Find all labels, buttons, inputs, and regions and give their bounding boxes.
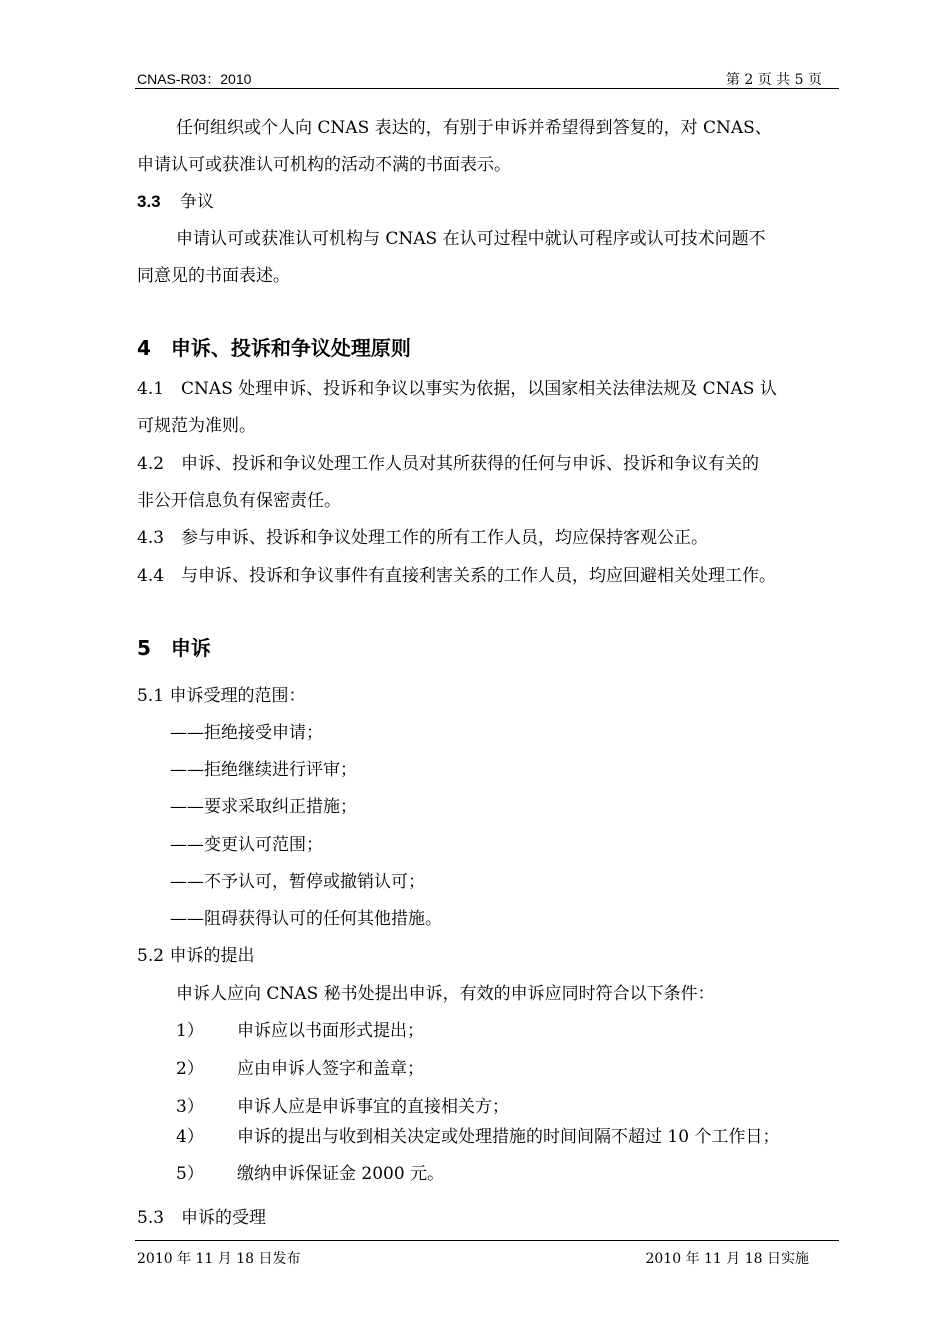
dash-item-5: ——不予认可，暂停或撤销认可； <box>170 872 425 892</box>
item-4-2-line1: 4.2 申诉、投诉和争议处理工作人员对其所获得的任何与申诉、投诉和争议有关的 <box>137 454 760 474</box>
dash-item-2: ——拒绝继续进行评审； <box>170 760 357 780</box>
item-4-1-line2: 可规范为准则。 <box>137 416 256 436</box>
effective-date: 2010 年 11 月 18 日实施 <box>645 1251 809 1267</box>
condition-3-text: 申诉人应是申诉事宜的直接相关方； <box>237 1097 509 1117</box>
page-info: 第 2 页 共 5 页 <box>725 72 822 88</box>
item-4-1-line1: 4.1 CNAS 处理申诉、投诉和争议以事实为依据，以国家相关法律法规及 CNAS 认 <box>137 379 777 399</box>
section-3-3-number: 3.3 <box>137 192 161 211</box>
footer-rule <box>135 1240 839 1241</box>
section-3-3-heading <box>137 191 214 213</box>
doc-code: CNAS-R03：2010 <box>137 71 252 87</box>
condition-1-text: 申诉应以书面形式提出； <box>237 1021 424 1041</box>
para-dispute-def-line2: 同意见的书面表述。 <box>137 266 290 286</box>
condition-5-number: 5） <box>176 1164 204 1184</box>
para-complaint-def-line1: 任何组织或个人向 CNAS 表达的，有别于申诉并希望得到答复的，对 CNAS、 <box>176 118 772 138</box>
dash-item-3: ——要求采取纠正措施； <box>170 797 357 817</box>
section-4-heading: 4 申诉、投诉和争议处理原则 <box>137 336 411 360</box>
condition-4-number: 4） <box>176 1127 204 1147</box>
issue-date: 2010 年 11 月 18 日发布 <box>137 1251 301 1267</box>
para-complaint-def-line2: 申请认可或获准认可机构的活动不满的书面表示。 <box>137 155 511 175</box>
section-5-heading: 5 申诉 <box>137 636 211 660</box>
condition-4-text: 申诉的提出与收到相关决定或处理措施的时间间隔不超过 10 个工作日； <box>237 1127 780 1147</box>
item-4-4: 4.4 与申诉、投诉和争议事件有直接利害关系的工作人员，均应回避相关处理工作。 <box>137 566 777 586</box>
condition-2-text: 应由申诉人签字和盖章； <box>237 1059 424 1079</box>
condition-5-text: 缴纳申诉保证金 2000 元。 <box>237 1164 445 1184</box>
dash-item-4: ——变更认可范围； <box>170 835 323 855</box>
dash-item-1: ——拒绝接受申请； <box>170 723 323 743</box>
para-dispute-def-line1: 申请认可或获准认可机构与 CNAS 在认可过程中就认可程序或认可技术问题不 <box>176 229 766 249</box>
item-4-3: 4.3 参与申诉、投诉和争议处理工作的所有工作人员，均应保持客观公正。 <box>137 528 709 548</box>
section-5-2-heading: 5.2 申诉的提出 <box>137 946 255 966</box>
section-3-3-title: 争议 <box>180 192 215 212</box>
section-5-1-heading: 5.1 申诉受理的范围： <box>137 686 306 706</box>
condition-1-number: 1） <box>176 1021 204 1041</box>
section-5-2-intro: 申诉人应向 CNAS 秘书处提出申诉，有效的申诉应同时符合以下条件： <box>176 984 715 1004</box>
dash-item-6: ——阻碍获得认可的任何其他措施。 <box>170 909 442 929</box>
header-rule <box>135 88 839 89</box>
condition-2-number: 2） <box>176 1059 204 1079</box>
condition-3-number: 3） <box>176 1097 204 1117</box>
item-4-2-line2: 非公开信息负有保密责任。 <box>137 491 341 511</box>
section-5-3-heading: 5.3 申诉的受理 <box>137 1208 267 1228</box>
